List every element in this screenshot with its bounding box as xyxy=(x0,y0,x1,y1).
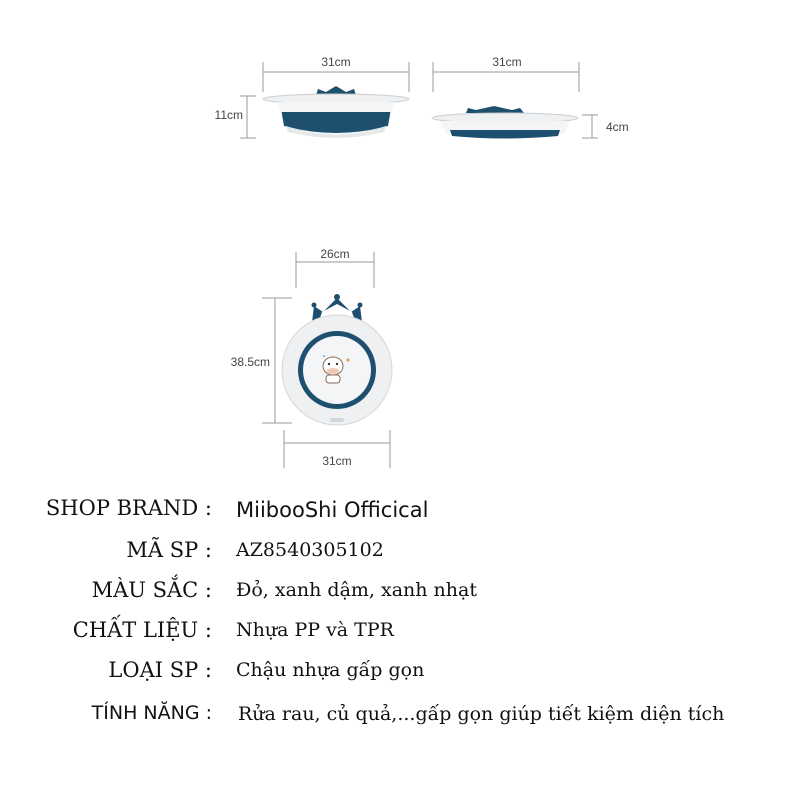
spec-value: Nhựa PP và TPR xyxy=(236,619,394,641)
spec-value: Đỏ, xanh dậm, xanh nhạt xyxy=(236,579,477,601)
spec-label: LOẠI SP : xyxy=(108,658,212,682)
spec-row-color xyxy=(0,578,800,608)
basin-side-folded xyxy=(432,55,629,139)
spec-label: TÍNH NĂNG : xyxy=(91,702,212,724)
dim-bottom-width: 31cm xyxy=(322,454,352,468)
dim-top-right-height: 4cm xyxy=(606,120,629,134)
spec-row-material xyxy=(0,618,800,648)
dim-bottom-height: 38.5cm xyxy=(230,355,270,369)
spec-value: AZ8540305102 xyxy=(236,539,384,561)
dim-bottom-top-width: 26cm xyxy=(320,247,350,261)
dim-top-left-width: 31cm xyxy=(321,55,351,69)
spec-row-type xyxy=(0,658,800,688)
basin-top-view xyxy=(231,247,392,468)
spec-row-feature xyxy=(0,702,800,732)
spec-row-brand xyxy=(0,496,800,526)
spec-value: MiibooShi Officical xyxy=(236,498,429,522)
spec-row-sku xyxy=(0,538,800,568)
spec-label: SHOP BRAND : xyxy=(45,496,212,520)
spec-label: MÀU SẮC : xyxy=(91,578,212,602)
basin-side-open xyxy=(215,55,409,138)
dim-top-left-height: 11cm xyxy=(214,108,243,122)
spec-label: CHẤT LIỆU : xyxy=(72,618,212,642)
spec-value: Chậu nhựa gấp gọn xyxy=(236,659,425,681)
spec-label: MÃ SP : xyxy=(126,538,212,562)
spec-value: Rửa rau, củ quả,...gấp gọn giúp tiết kiệm diện tích xyxy=(238,703,725,725)
dim-top-right-width: 31cm xyxy=(492,55,522,69)
